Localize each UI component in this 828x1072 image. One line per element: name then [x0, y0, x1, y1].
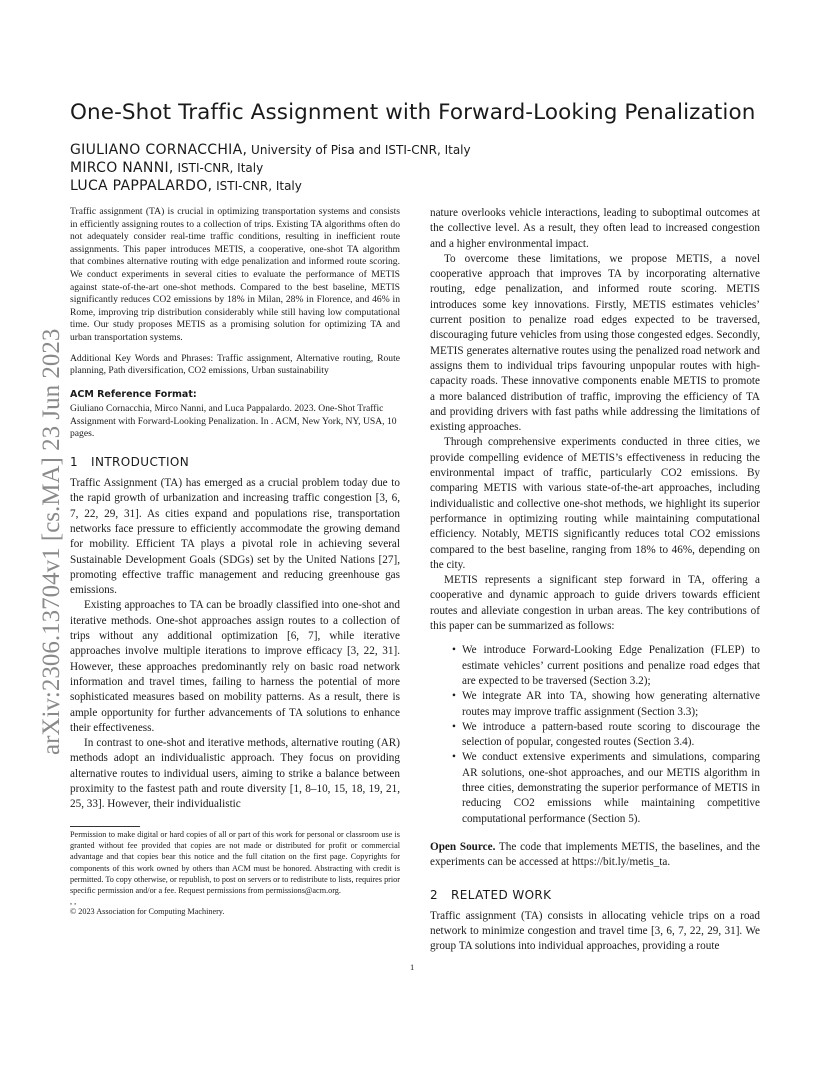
intro-paragraph-5: To overcome these limitations, we propose METIS, a novel cooperative approach that improves TA by incorporating alternative routing, edge penalization, and informed route scoring. METIS introduces some key innovations. Firstly, METIS estimates vehicles’ current position to penalize road edges expected to be traversed, discouraging future vehicles from using those congested edges. Secondly, METIS generates alternative routes using the penalized road network and assigns them to individual trips favouring unpopular routes with high-capacity roads. These innovative components enable METIS to promote a more balanced distribution of traffic, improving the efficiency of TA and providing drivers with fast paths while addressing the limitations of existing approaches. — [430, 252, 760, 434]
arxiv-stamp-text: arXiv:2306.13704v1 [cs.MA] 23 Jun 2023 — [38, 328, 65, 755]
list-item-text: We conduct extensive experiments and simulations, comparing AR solutions, one-shot approaches, and our METIS algorithm in three cities, demonstrating the superior performance of METIS in reducing CO2 emissions while maintaining competitive computational performance (Section 5). — [462, 751, 760, 825]
section-heading-related-work — [430, 888, 760, 903]
list-item-text: We introduce Forward-Looking Edge Penalization (FLEP) to estimate vehicles’ current positions and penalize road edges that are expected to be traversed (Section 3.2); — [462, 644, 760, 687]
author-1 — [70, 142, 471, 158]
bullet-icon: • — [452, 644, 456, 657]
footnote-dots: , , — [70, 897, 77, 907]
intro-paragraph-7: METIS represents a significant step forward in TA, offering a cooperative and dynamic approach to guide drivers towards efficient routes and alleviate congestion in urban areas. The key contributions of this paper can be summarized as follows: — [430, 574, 760, 633]
author-3 — [70, 178, 302, 194]
intro-paragraph-1: Traffic Assignment (TA) has emerged as a crucial problem today due to the rapid growth of urbanization and increasing traffic congestion [3, 6, 7, 22, 29, 31]. As cities expand and populations rise, transportation networks face pressure to efficiently accommodate the growing demand for mobility. Efficient TA plays a pivotal role in achieving several Sustainable Development Goals (SDGs) set by the United Nations [27], promoting effective traffic management and reducing greenhouse gas emissions. — [70, 477, 400, 597]
page-number: 1 — [410, 962, 415, 972]
acm-reference-heading: ACM Reference Format: — [70, 388, 197, 400]
paper-title: One-Shot Traffic Assignment with Forward-Looking Penalization — [70, 100, 756, 125]
bullet-icon: • — [452, 690, 456, 703]
section-title: RELATED WORK — [451, 888, 552, 903]
author-name: LUCA PAPPALARDO, — [70, 178, 213, 194]
section-number: 2 — [430, 888, 439, 903]
list-item-text: We introduce a pattern-based route scoring to discourage the selection of popular, congested routes (Section 3.4). — [462, 720, 760, 749]
intro-paragraph-6: Through comprehensive experiments conducted in three cities, we provide compelling evidence of METIS’s effectiveness in reducing the environmental impact of traffic, particularly CO2 emissions. By comparing METIS with various state-of-the-art approaches, including individualistic and collective one-shot methods, we highlight its superior performance in optimizing routing while maintaining computational efficiency. Notably, METIS significantly reduces total CO2 emissions compared to the best baseline, ranging from 18% to 46%, depending on the city. — [430, 436, 760, 571]
author-affiliation: University of Pisa and ISTI-CNR, Italy — [247, 143, 471, 157]
left-column — [70, 206, 400, 813]
acm-reference-text: Giuliano Cornacchia, Mirco Nanni, and Luca Pappalardo. 2023. One-Shot Traffic Assignment with Forward-Looking Penalization. In . ACM, New York, NY, USA, 10 pages. — [70, 403, 397, 440]
arxiv-stamp — [18, 285, 65, 755]
section-heading-introduction — [70, 455, 400, 470]
author-name: MIRCO NANNI, — [70, 160, 174, 176]
open-source-text: The code that implements METIS, the baselines, and the experiments can be accessed at https://bit.ly/metis_ta. — [430, 840, 760, 869]
bullet-icon: • — [452, 720, 456, 733]
abstract: Traffic assignment (TA) is crucial in optimizing transportation systems and consists in efficiently assigning routes to a collection of trips. Existing TA algorithms often do not adequately consider real-time traffic conditions, resulting in inefficient route assignments. This paper introduces METIS, a cooperative, one-shot TA algorithm that combines alternative routing with edge penalization and informed route scoring. We conduct experiments in several cities to evaluate the performance of METIS against state-of-the-art one-shot methods. Compared to the best baseline, METIS significantly reduces CO2 emissions by 18% in Milan, 28% in Florence, and 46% in Rome, improving trip distribution considerably while still having low computational time. Our study proposes METIS as a promising solution for optimizing TA and urban transportation systems. — [70, 206, 400, 343]
author-affiliation: ISTI-CNR, Italy — [212, 179, 302, 193]
author-affiliation: ISTI-CNR, Italy — [173, 161, 264, 175]
copyright-text: © 2023 Association for Computing Machinery. — [70, 907, 225, 917]
open-source-paragraph — [430, 840, 760, 871]
author-2 — [70, 160, 263, 176]
footnote-rule — [70, 826, 140, 827]
section-number: 1 — [70, 454, 79, 469]
open-source-heading: Open Source. — [430, 840, 496, 853]
intro-paragraph-3: In contrast to one-shot and iterative methods, alternative routing (AR) methods adopt an individualistic approach. They focus on providing alternative routes to individual users, aiming to strike a balance between proximity to the fastest path and route diversity [1, 8–10, 15, 18, 19, 21, 25, 33]. However, their individualistic — [70, 737, 400, 811]
intro-paragraph-4: nature overlooks vehicle interactions, leading to suboptimal outcomes at the collective level. As a result, they often lead to increased congestion and a higher environmental impact. — [430, 207, 760, 250]
permission-text: Permission to make digital or hard copies of all or part of this work for personal or classroom use is granted without fee provided that copies are not made or distributed for profit or commercial advantage and that copies bear this notice and the full citation on the first page. Copyrights for components of this work owned by others than ACM must be honored. Abstracting with credit is permitted. To copy otherwise, or republish, to post on servers or to redistribute to lists, requires prior specific permission and/or a fee. Request permissions from permissions@acm.org. — [70, 830, 400, 896]
section-title: INTRODUCTION — [91, 454, 190, 469]
intro-paragraph-2: Existing approaches to TA can be broadly classified into one-shot and iterative methods. One-shot approaches assign routes to a collection of trips without any additional optimization [6, 7], while iterative approaches involve multiple iterations to improve efficacy [3, 22, 31]. However, these approaches predominantly rely on basic road network information and travel times, failing to harness the potential of more sophisticated measures based on mobility patterns. As a result, there is ample opportunity for further advancements of TA solutions to enhance their effectiveness. — [70, 599, 400, 734]
list-item-text: We integrate AR into TA, showing how generating alternative routes may improve traffic assignment (Section 3.3); — [462, 690, 760, 718]
contributions-list — [430, 643, 760, 827]
right-column — [430, 206, 760, 955]
permission-footnote — [70, 829, 400, 917]
list-item — [430, 750, 760, 826]
bullet-icon: • — [452, 751, 456, 764]
list-item — [430, 689, 760, 720]
keywords: Additional Key Words and Phrases: Traffic assignment, Alternative routing, Route planning, Path diversification, CO2 emissions, Urban sustainability — [70, 352, 400, 377]
list-item — [430, 643, 760, 689]
list-item — [430, 720, 760, 751]
related-work-paragraph: Traffic assignment (TA) consists in allocating vehicle trips on a road network to minimize congestion and travel time [3, 6, 7, 22, 29, 31]. We group TA solutions into individual approaches, providing a route — [430, 909, 760, 953]
author-name: GIULIANO CORNACCHIA, — [70, 142, 248, 158]
